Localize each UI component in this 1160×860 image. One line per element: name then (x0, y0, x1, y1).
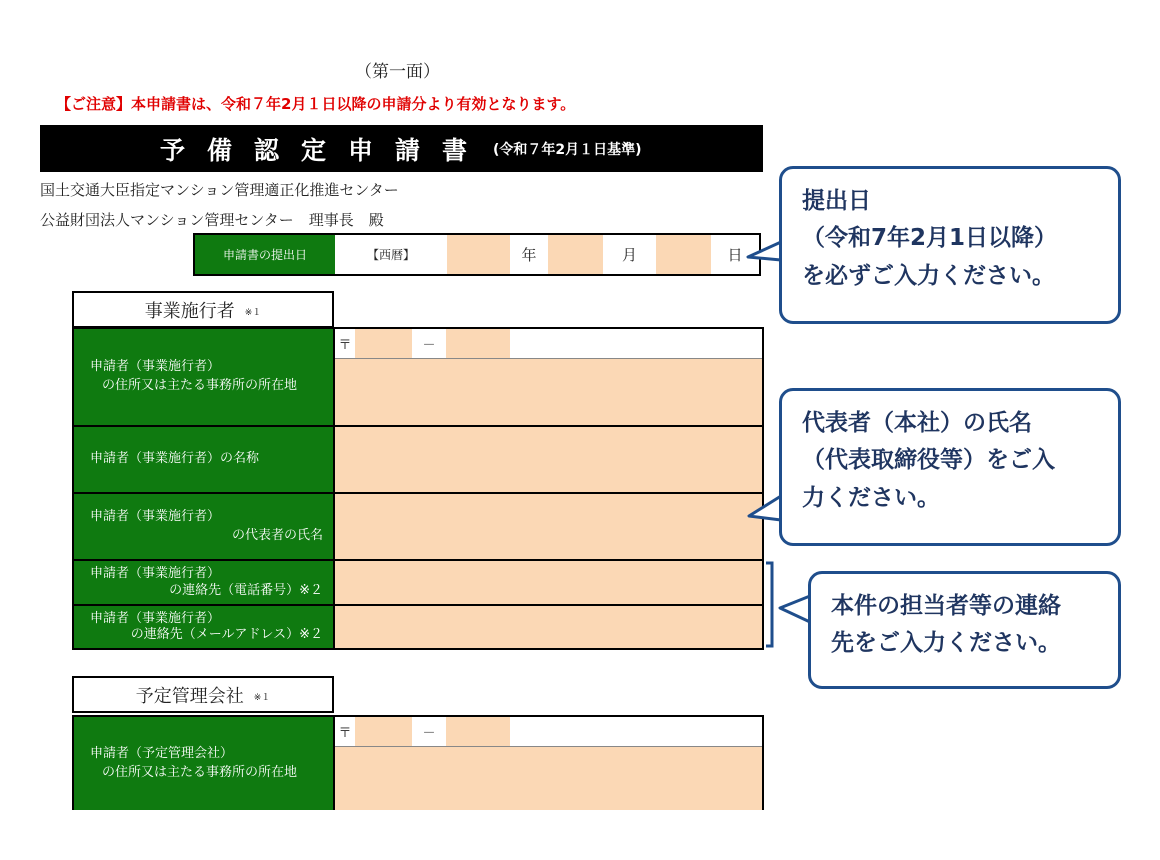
representative-label: 申請者（事業施行者） の代表者の氏名 (74, 494, 335, 559)
page-label: （第一面） (355, 62, 440, 82)
addressee-line-1: 国土交通大臣指定マンション管理適正化推進センター (40, 181, 399, 199)
management-company-form (72, 715, 764, 810)
address-row (74, 329, 762, 427)
postal-code-input-2[interactable] (446, 717, 510, 746)
year-label: 年 (521, 246, 537, 264)
form-subtitle: (令和７年2月１日基準) (493, 141, 642, 158)
phone-input[interactable] (335, 561, 762, 604)
submission-date-row (193, 233, 761, 276)
representative-row (74, 494, 762, 561)
business-operator-form (72, 327, 764, 650)
address-label: 申請者（予定管理会社） の住所又は主たる事務所の所在地 (74, 717, 335, 810)
section-header-management-company (72, 676, 334, 713)
section-header-business-operator (72, 291, 334, 328)
name-input[interactable] (335, 427, 762, 492)
postal-mark: 〒 (338, 726, 352, 741)
day-input[interactable] (656, 235, 711, 274)
callout-contact: 本件の担当者等の連絡 先をご入力ください。 (808, 571, 1121, 689)
address-value (335, 717, 762, 810)
address-input[interactable] (335, 359, 762, 425)
email-row (74, 606, 762, 648)
name-row (74, 427, 762, 494)
address-row (74, 717, 762, 810)
address-value (335, 329, 762, 425)
postal-code-row (335, 717, 762, 747)
callout-submission-date: 提出日 （令和7年2月1日以降） を必ずご入力ください。 (779, 166, 1121, 324)
form-title: 予備認定申請書 (160, 135, 490, 165)
notice-text: 【ご注意】本申請書は、令和７年2月１日以降の申請分より有効となります。 (56, 95, 576, 113)
address-label: 申請者（事業施行者） の住所又は主たる事務所の所在地 (74, 329, 335, 425)
address-input[interactable] (335, 747, 762, 810)
section-note: ※１ (244, 308, 262, 318)
day-label: 日 (727, 246, 743, 264)
section-title: 事業施行者 (144, 300, 235, 322)
email-input[interactable] (335, 606, 762, 648)
name-label: 申請者（事業施行者）の名称 (74, 427, 335, 492)
addressee-line-2: 公益財団法人マンション管理センター 理事長 殿 (40, 211, 384, 229)
era-label: 【西暦】 (366, 248, 415, 262)
phone-row (74, 561, 762, 606)
year-input[interactable] (447, 235, 510, 274)
postal-mark: 〒 (338, 338, 352, 353)
postal-code-input-1[interactable] (355, 717, 412, 746)
month-label: 月 (621, 246, 637, 264)
phone-label: 申請者（事業施行者） の連絡先（電話番号）※２ (74, 561, 335, 604)
submission-date-label: 申請書の提出日 (195, 235, 335, 274)
postal-code-input-1[interactable] (355, 329, 412, 358)
postal-dash: － (422, 338, 436, 353)
representative-input[interactable] (335, 494, 762, 559)
email-label: 申請者（事業施行者） の連絡先（メールアドレス）※２ (74, 606, 335, 648)
postal-code-input-2[interactable] (446, 329, 510, 358)
postal-dash: － (422, 726, 436, 741)
month-input[interactable] (548, 235, 603, 274)
section-note: ※１ (253, 693, 271, 703)
callout-representative: 代表者（本社）の氏名 （代表取締役等）をご入 力ください。 (779, 388, 1121, 546)
postal-code-row (335, 329, 762, 359)
section-title: 予定管理会社 (135, 685, 244, 707)
title-bar (40, 125, 763, 172)
